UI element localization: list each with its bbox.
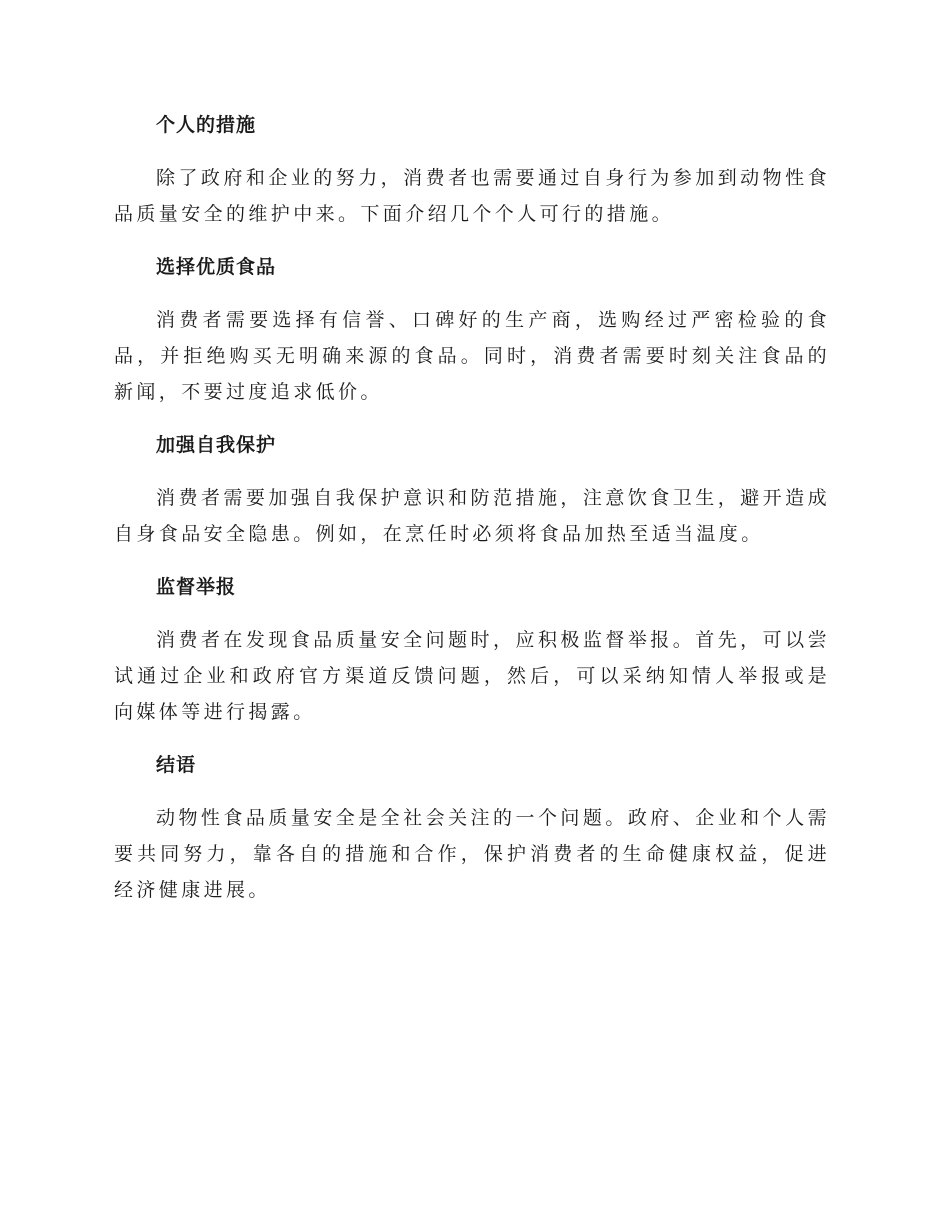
section-heading-supervise-report: 监督举报 (156, 576, 237, 598)
paragraph-choose-quality-food: 消费者需要选择有信誉、口碑好的生产商，选购经过严密检验的食品，并拒绝购买无明确来源的食品。同时，消费者需要时刻关注食品的新闻，不要过度追求低价。 (114, 309, 830, 403)
paragraph-supervise-report: 消费者在发现食品质量安全问题时，应积极监督举报。首先，可以尝试通过企业和政府官方渠道反馈问题，然后，可以采纳知情人举报或是向媒体等进行揭露。 (114, 629, 830, 723)
section-heading-personal-measures: 个人的措施 (156, 114, 257, 136)
section-heading-conclusion: 结语 (156, 754, 197, 776)
paragraph-personal-measures: 除了政府和企业的努力，消费者也需要通过自身行为参加到动物性食品质量安全的维护中来。下面介绍几个个人可行的措施。 (114, 167, 830, 225)
section-heading-self-protection: 加强自我保护 (156, 434, 277, 456)
section-heading-choose-quality-food: 选择优质食品 (156, 256, 277, 278)
paragraph-conclusion: 动物性食品质量安全是全社会关注的一个问题。政府、企业和个人需要共同努力，靠各自的措施和合作，保护消费者的生命健康权益，促进经济健康进展。 (114, 807, 830, 901)
document-page (114, 106, 830, 908)
paragraph-self-protection: 消费者需要加强自我保护意识和防范措施，注意饮食卫生，避开造成自身食品安全隐患。例如，在烹任时必须将食品加热至适当温度。 (114, 487, 830, 545)
